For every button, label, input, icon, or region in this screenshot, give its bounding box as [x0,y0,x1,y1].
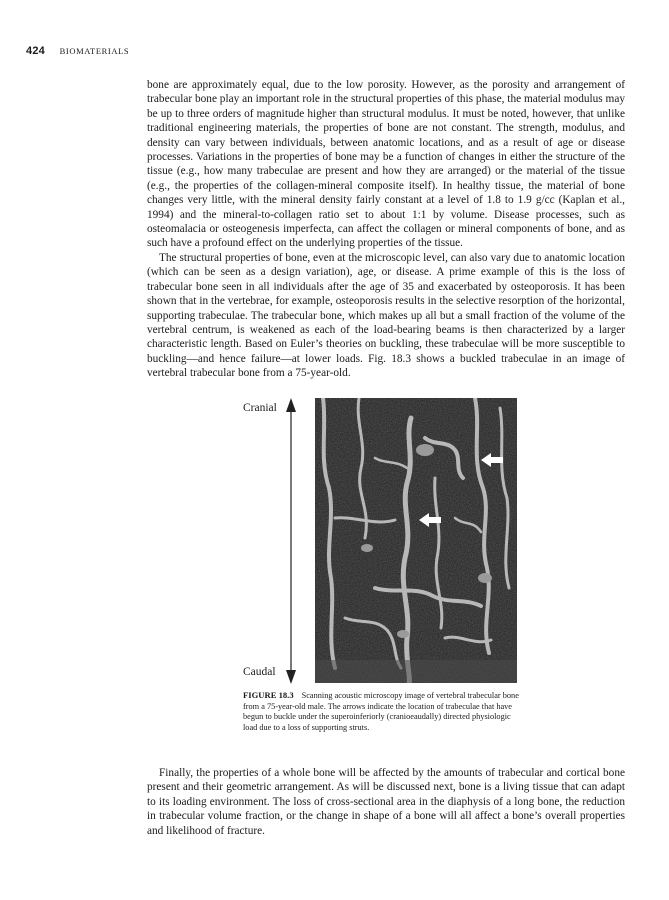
paragraph-structural-properties: The structural properties of bone, even at the microscopic level, can also vary due to anatomic location (which can be seen as a design variation), age, or disease. A prime example of this is the loss of trabecular bone seen in all individuals after the age of 35 and exacerbated by osteoporosis. It has been shown that in the vertebrae, for example, osteoporosis results in the selective resorption of the horizontal, supporting trabeculae. The trabecular bone, which makes up all but a small fraction of the volume of the vertebral centrum, is weakened as each of the load-bearing beams is then characterized by a larger characteristic length. Based on Euler’s theories on buckling, these trabeculae will be more susceptible to buckling—and hence failure—at lower loads. Fig. 18.3 shows a buckled trabeculae in an image of vertebral trabecular bone from a 75-year-old. [147,251,625,380]
figure-label: FIGURE 18.3 [243,690,294,700]
page-number: 424 [26,45,45,57]
cranial-label: Cranial [243,402,277,414]
running-title: BIOMATERIALS [59,46,130,56]
figure-18-3 [243,398,523,758]
trabecular-bone-micrograph [315,398,517,683]
cranial-caudal-axis-arrow [283,398,299,684]
caudal-label: Caudal [243,666,276,678]
body-text-bottom [147,766,625,838]
paragraph-whole-bone: Finally, the properties of a whole bone will be affected by the amounts of trabecular and cortical bone present and their geometric arrangement. As will be discussed next, bone is a living tissue that can adapt to its loading environment. The loss of cross-sectional area in the diaphysis of a long bone, the reduction in trabecular volume fraction, or the change in shape of a bone will all affect a bone’s overall properties and likelihood of fracture. [147,767,625,837]
figure-caption-text: Scanning acoustic microscopy image of vertebral trabecular bone from a 75-year-old male. The arrows indicate the location of trabeculae that have begun to buckle under the superoinferiorly (cranioeaudally) directed physiologic load due to a loss of supporting struts. [243,691,519,732]
figure-caption [243,690,519,733]
body-text-top [147,78,625,381]
page-header [26,45,129,57]
paragraph-continued: bone are approximately equal, due to the low porosity. However, as the porosity and arrangement of trabecular bone play an important role in the structural properties of this phase, the material modulus may be up to three orders of magnitude higher than structural modulus. It must be noted, however, that unlike traditional engineering materials, the properties of bone are not constant. The strength, modulus, and density can vary between individuals, between anatomic locations, and as a result of age or disease processes. Variations in the properties of bone may be a function of changes in either the structure of the tissue (e.g., how many trabeculae are present and how they are arranged) or the material of the tissue (e.g., the properties of the collagen-mineral composite itself). In healthy tissue, the material of bone changes very little, with the mineral density fairly constant at a level of 1.8 to 1.9 g/cc (Kaplan et al., 1994) and the mineral-to-collagen ratio set to about 1:1 by volume. Disease processes, such as osteomalacia or osteogenesis imperfecta, can affect the collagen or mineral components of bone, and as such have a profound effect on the underlying properties of the tissue. [147,79,625,250]
